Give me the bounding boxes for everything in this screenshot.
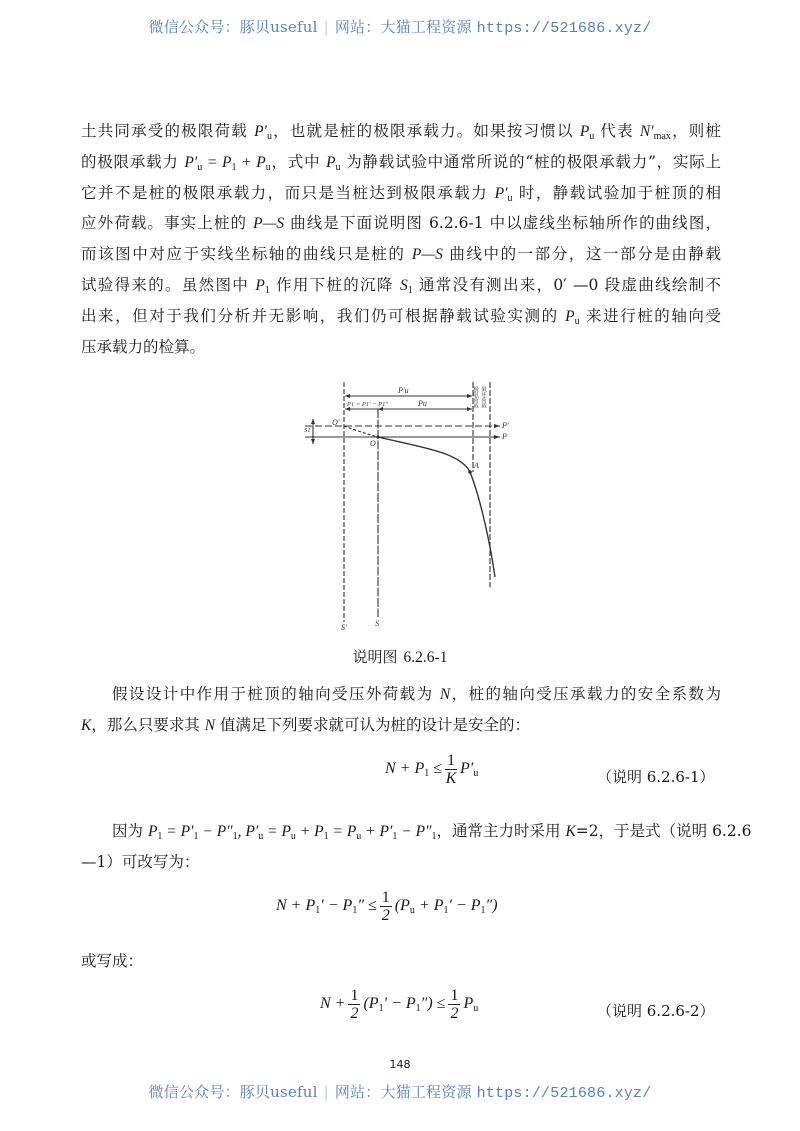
text-line: 的极限承载力 $P'_u = P_1 + P_u$，式中 $P_u$ 为静载试验中通常所说的“桩的极限承载力”，实际上: [81, 152, 722, 173]
label-s1: S1: [304, 427, 311, 434]
label-axis-p: P: [502, 432, 507, 441]
label-origin-dashed: O′: [332, 418, 340, 427]
label-ultimate-load-vertical: 极限荷载: [472, 386, 478, 408]
watermark-wechat: 微信公众号：豚贝useful: [148, 1083, 318, 1101]
paragraph-substitution: [81, 816, 752, 878]
text-line: 试验得来的。虽然图中 $P_1$ 作用下桩的沉降 $S_1$ 通常没有测出来，0′ —0 段虚曲线绘制不: [81, 275, 721, 296]
text-line: 应外荷载。事实上桩的 P—S 曲线是下面说明图 6.2.6-1 中以虚线坐标轴所作的曲线图，: [81, 214, 721, 233]
equation-3-number: （说明 6.2.6-2）: [597, 1002, 715, 1020]
watermark-url[interactable]: https://521686.xyz/: [476, 1085, 652, 1102]
text-line: 而该图中对应于实线坐标轴的曲线只是桩的 P—S 曲线中的一部分，这一部分是由静载: [81, 245, 721, 264]
text-line: K，那么只要求其 N 值满足下列要求就可认为桩的设计是安全的：: [81, 715, 531, 734]
label-p1: P1 = P1′ − P1″: [347, 401, 389, 408]
paragraph-or-written: [81, 946, 721, 977]
paragraph-safety-factor: [81, 679, 721, 741]
label-axis-s: S: [375, 619, 379, 628]
label-origin: O: [370, 439, 376, 448]
text-line: 因为 $P_1 = P'_1 - P''_1$, $P'_u = P_u + P_1 = P_u + P'_1 - P''_1$，通常主力时采用 K=2，于是式（说明 6.2.6: [112, 822, 752, 842]
equation-3: N + $\frac{1}{2}$ $(P_1' - P_1'')$ ≤ $\frac{1}{2}$ $P_u$: [320, 987, 479, 1022]
watermark-site: 网站：大猫工程资源: [334, 1083, 472, 1101]
label-axis-p-prime: P′: [502, 421, 509, 430]
equation-1: $N + P_1$ ≤ $\frac{1}{K}$ $P'_u$: [385, 752, 479, 787]
ps-curve-figure: [290, 382, 520, 632]
watermark-separator: |: [323, 18, 329, 36]
label-point-a: A: [474, 461, 479, 470]
watermark-separator: |: [323, 1083, 329, 1101]
equation-1-number: （说明 6.2.6-1）: [597, 768, 715, 786]
watermark-url[interactable]: https://521686.xyz/: [476, 20, 652, 37]
label-failure-load-vertical: 破坏荷载: [480, 386, 486, 408]
watermark-header: [0, 16, 800, 37]
text-line: 土共同承受的极限荷载 $P'_u$，也就是桩的极限承载力。如果按习惯以 $P_u$ 代表 $N'_{max}$，则桩: [81, 122, 721, 142]
text-line: 假设设计中作用于桩顶的轴向受压外荷载为 N，桩的轴向受压承载力的安全系数为: [112, 685, 721, 703]
watermark-footer: [0, 1081, 800, 1102]
text-line: 压承载力的检算。: [81, 337, 206, 356]
label-pu: Pu: [418, 399, 427, 408]
text-line: 它并不是桩的极限承载力，而只是当桩达到极限承载力 $P'_u$ 时，静载试验加于桩顶的相: [81, 183, 721, 204]
label-axis-s-prime: S′: [341, 623, 347, 632]
page-number: 148: [389, 1058, 411, 1071]
label-pu-prime: P′u: [398, 386, 409, 395]
watermark-wechat: 微信公众号：豚贝useful: [148, 18, 318, 36]
text-line: —1）可改写为：: [81, 852, 200, 871]
watermark-site: 网站：大猫工程资源: [334, 18, 472, 36]
paragraph-ultimate-load: [81, 116, 721, 362]
text-line: 或写成：: [81, 952, 144, 970]
text-line: 出来，但对于我们分析并无影响，我们仍可根据静载试验实测的 $P_u$ 来进行桩的轴向受: [81, 306, 721, 327]
figure-caption: 说明图 6.2.6-1: [352, 648, 448, 666]
equation-2: $N + P_1' - P_1''$ ≤ $\frac{1}{2}$ $(P_u + P_1' - P_1'')$: [276, 889, 498, 924]
